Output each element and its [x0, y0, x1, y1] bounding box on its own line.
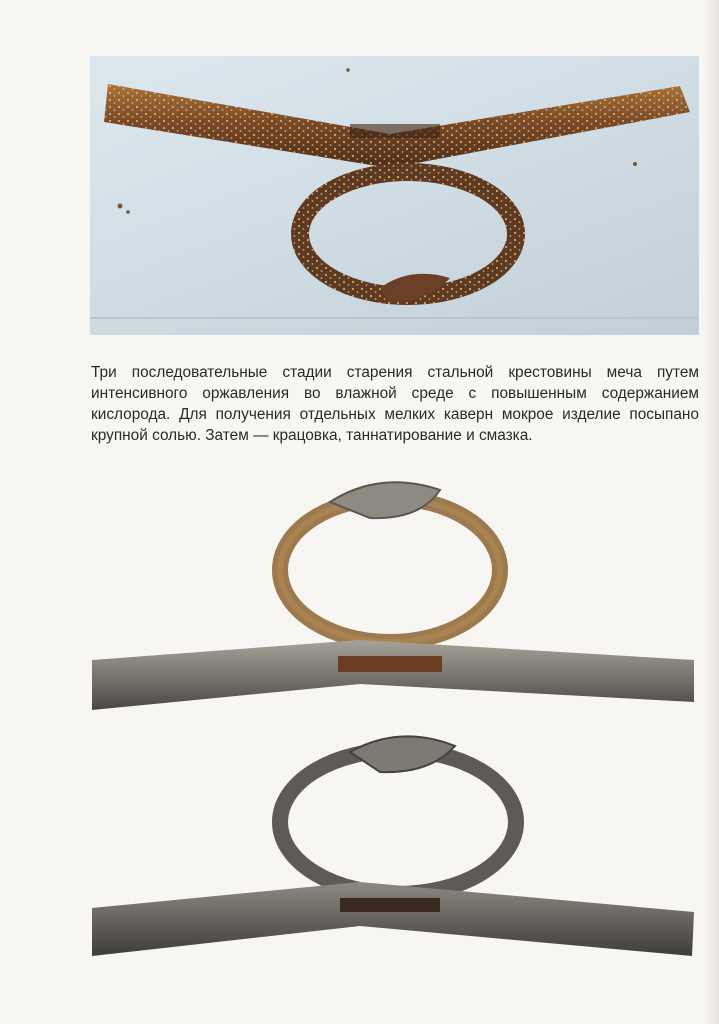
crossguard-stage-2	[92, 482, 694, 710]
caption	[91, 362, 699, 446]
stage2-ring-highlight	[280, 498, 500, 642]
rusted-crossguard-drawing	[90, 56, 699, 335]
stage2-knot	[330, 482, 440, 518]
debris	[346, 68, 350, 72]
caption-text: Три последовательные стадии старения стальной крестовины меча путем интенсивного оржавления во влажной среде с повышенным содержанием кислорода. Для получения отдельных мелких каверн мокрое изделие посыпано крупной солью. Затем — крацовка, таннатирование и смазка.	[91, 364, 699, 444]
stage3-knot	[350, 736, 455, 772]
stage3-slot	[340, 898, 440, 912]
stage2-slot	[338, 656, 442, 672]
debris	[126, 210, 130, 214]
debris	[633, 162, 637, 166]
photo-cleaned-crossguards	[0, 462, 719, 1002]
crossguard-stage-3	[92, 736, 694, 956]
photo-rusted-crossguard	[90, 56, 699, 335]
cleaned-crossguards-drawing	[0, 462, 719, 1002]
stage3-bar	[92, 882, 694, 956]
stage2-bar	[92, 640, 694, 710]
bar-slot	[350, 124, 440, 138]
debris	[118, 204, 123, 209]
